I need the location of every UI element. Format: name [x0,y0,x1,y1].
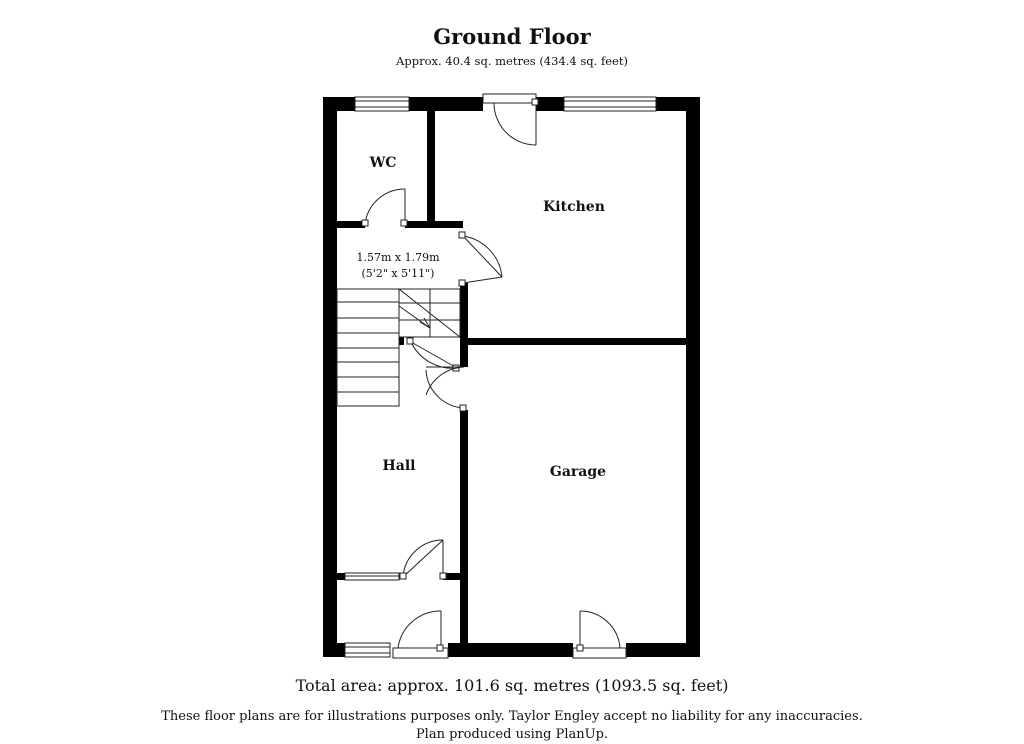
door-kitchen-inner [459,232,502,286]
wall-top-4 [656,97,700,111]
wall-hall-garage [460,410,468,643]
door-cupboard [407,338,459,371]
window-hall [345,573,399,580]
wall-wc-kitchen [427,111,435,224]
wall-bottom-1 [323,643,345,657]
plan-credit: Plan produced using PlanUp. [415,727,609,742]
door-garage [573,611,626,658]
door-kitchen-back [483,94,538,145]
window-wc [355,97,409,111]
disclaimer-block [0,708,1024,744]
door-wc [362,189,407,226]
wall-porch-left [337,573,345,580]
wall-top-1 [323,97,355,111]
wall-wc-bottom-left [337,221,365,228]
floor-area-subtitle: Approx. 40.4 sq. metres (434.4 sq. feet) [396,54,628,68]
wall-bottom-2 [448,643,573,657]
total-area: Total area: approx. 101.6 sq. metres (1093.5 sq. feet) [295,676,729,695]
window-porch [345,643,390,657]
dimension-metric: 1.57m x 1.79m [356,251,440,264]
wall-left [323,97,337,657]
room-label-garage: Garage [549,464,607,480]
door-hall-garage [426,367,466,411]
wall-top-3 [536,97,564,111]
door-porch-inner [400,540,446,579]
wall-wc-bottom-right [405,221,463,228]
wall-hall-garage-top [460,345,468,367]
wall-right [686,97,700,657]
staircase [337,289,460,406]
wall-kitchen-west [460,283,468,341]
room-label-hall: Hall [382,458,416,474]
floor-title: Ground Floor [433,24,591,49]
dimension-imperial: (5'2" x 5'11") [361,267,435,280]
room-label-wc: WC [369,155,397,171]
window-kitchen [564,97,656,111]
disclaimer-text: These floor plans are for illustrations purposes only. Taylor Engley accept no liability for any inaccuracies. [161,709,863,724]
room-label-kitchen: Kitchen [543,199,605,215]
doors [362,94,626,658]
door-front [393,611,448,658]
wall-kitchen-garage [460,338,686,345]
wall-top-2 [409,97,483,111]
wall-bottom-3 [626,643,700,657]
